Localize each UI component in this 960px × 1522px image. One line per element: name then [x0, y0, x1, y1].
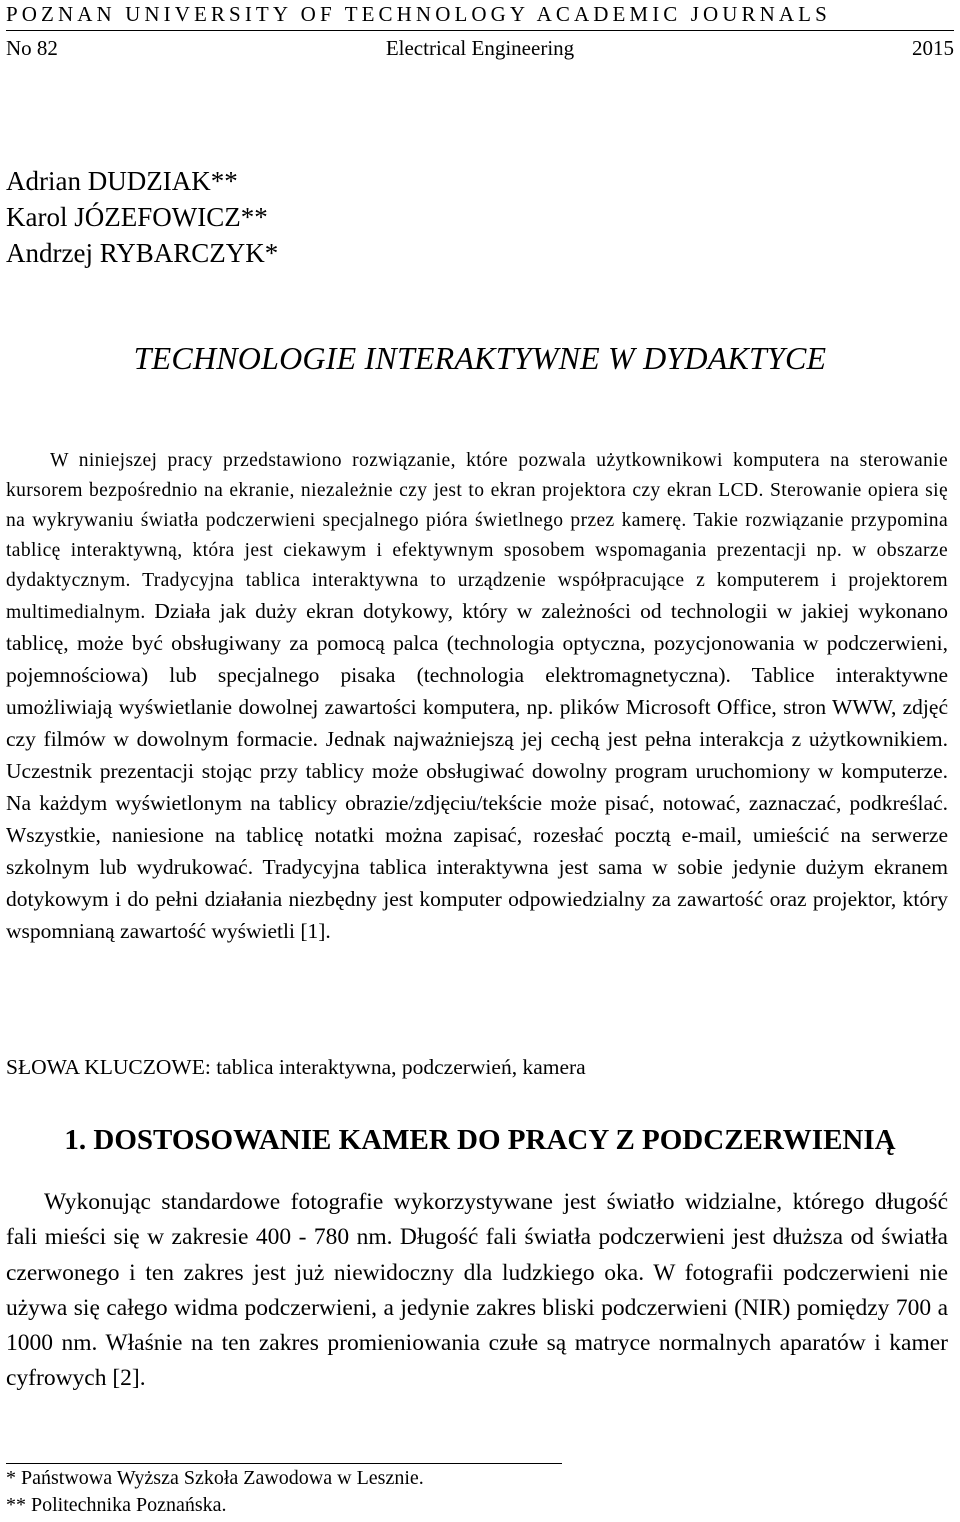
header-rule: [6, 30, 954, 31]
abstract: [6, 446, 948, 948]
footnote-rule: [6, 1463, 562, 1464]
issue-year: 2015: [912, 36, 954, 60]
paper-title: TECHNOLOGIE INTERAKTYWNE W DYDAKTYCE: [133, 340, 827, 376]
issue-line: [6, 34, 954, 62]
author-list: [6, 163, 278, 271]
footnote: ** Politechnika Poznańska.: [6, 1494, 227, 1516]
issue-number: No 82: [6, 36, 58, 60]
author: Karol JÓZEFOWICZ**: [6, 202, 268, 232]
abstract-part-2: Działa jak duży ekran dotykowy, który w zależności od technologii w jakiej wykonano tablicę, może być obsługiwany za pomocą palca (technologia optyczna, pozycjonowania w podczerwieni, pojemnościowa) lub specjalnego pisaka (technologia elektromagnetyczna). Tablice interaktywne umożliwiają wyświetlanie dowolnej zawartości komputera, np. plików Microsoft Office, stron WWW, zdjęć czy filmów w dowolnym formacie. Jednak najważniejszą jej cechą jest pełna interakcja z użytkownikiem. Uczestnik prezentacji stojąc przy tablicy może obsługiwać dowolny program uruchomiony w komputerze. Na każdym wyświetlonym na tablicy obrazie/zdjęciu/tekście może pisać, notować, zaznaczać, podkreślać. Wszystkie, naniesione na tablicę notatki można zapisać, rozesłać pocztą e-mail, umieścić na serwerze szkolnym lub wydrukować. Tradycyjna tablica interaktywna jest sama w sobie jedynie dużym ekranem dotykowym i do pełni działania niezbędny jest komputer odpowiedzialny za zawartość oraz projektor, który wspomnianą zawartość wyświetli [1].: [6, 599, 948, 943]
section-heading: 1. DOSTOSOWANIE KAMER DO PRACY Z PODCZERWIENIĄ: [64, 1124, 896, 1156]
section-text: Wykonując standardowe fotografie wykorzystywane jest światło widzialne, którego długość fali mieści się w zakresie 400 - 780 nm. Długość fali światła podczerwieni jest dłuższa od światła czerwonego i ten zakres jest już niewidoczny dla ludzkiego oka. W fotografii podczerwieni nie używa się całego widma podczerwieni, a jedynie zakres bliski podczerwieni (NIR) pomiędzy 700 a 1000 nm. Właśnie na ten zakres promieniowania czułe są matryce normalnych aparatów i kamer cyfrowych [2].: [6, 1189, 948, 1392]
journal-name: POZNAN UNIVERSITY OF TECHNOLOGY ACADEMIC JOURNALS: [6, 2, 831, 26]
section-body: [6, 1185, 948, 1397]
author: Adrian DUDZIAK**: [6, 166, 238, 196]
field-name: Electrical Engineering: [385, 36, 575, 60]
footnote: * Państwowa Wyższa Szkoła Zawodowa w Lesznie.: [6, 1467, 424, 1489]
author: Andrzej RYBARCZYK*: [6, 238, 279, 268]
abstract-part-1: W niniejszej pracy przedstawiono rozwiązanie, które pozwala użytkownikowi komputera na sterowanie kursorem bezpośrednio na ekranie, niezależnie czy jest to ekran projektora czy ekran LCD. Sterowanie opiera się na wykrywaniu światła podczerwieni specjalnego pióra świetlnego przez kamerę. Takie rozwiązanie przypomina tablicę interaktywną, która jest ciekawym i efektywnym sposobem wspomagania prezentacji np. w obszarze dydaktycznym. Tradycyjna tablica interaktywna to urządzenie współpracujące z komputerem i projektorem multimedialnym.: [6, 450, 948, 623]
keywords: SŁOWA KLUCZOWE: tablica interaktywna, podczerwień, kamera: [6, 1055, 586, 1079]
footnotes: [6, 1465, 424, 1519]
